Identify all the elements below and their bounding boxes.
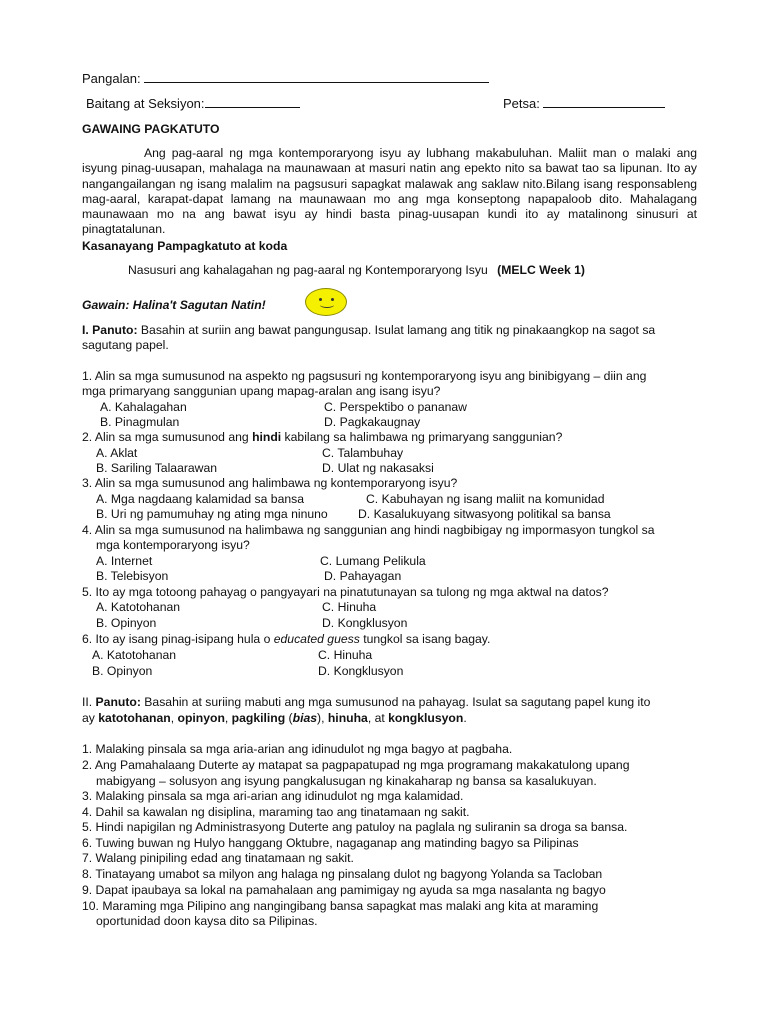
statement-5: 5. Hindi napigilan ng Administrasyong Duterte ang patuloy na paglala ng suliranin sa droga sa bansa. xyxy=(82,820,628,834)
statement-7: 7. Walang pinipiling edad ang tinatamaan ng sakit. xyxy=(82,851,354,865)
question-4-choice-d[interactable]: D. Pahayagan xyxy=(324,569,402,583)
question-5-choice-d[interactable]: D. Kongklusyon xyxy=(322,616,408,630)
activity-title: Gawain: Halina't Sagutan Natin! xyxy=(82,298,266,312)
question-3: 3. Alin sa mga sumusunod ang halimbawa ng kontemporaryong isyu? xyxy=(82,476,458,490)
question-3-choice-a[interactable]: A. Mga nagdaang kalamidad sa bansa xyxy=(96,492,305,506)
statement-2-line1: 2. Ang Pamahalaang Duterte ay matapat sa pagpapatupad ng mga programang makakatulong upang xyxy=(82,758,630,772)
statement-9: 9. Dapat ipaubaya sa lokal na pamahalaan ang pamimigay ng ayuda sa mga nasalanta ng bagyo xyxy=(82,883,606,897)
statement-2-line2: mabigyang – solusyon ang isyung pangkalusugan ng kinakaharap ng bansa sa kasalukuyan. xyxy=(96,774,597,788)
question-5-choice-b[interactable]: B. Opinyon xyxy=(96,616,157,630)
question-6-choice-b[interactable]: B. Opinyon xyxy=(92,664,153,678)
part2-label: Panuto: xyxy=(95,695,141,709)
question-4-line1: 4. Alin sa mga sumusunod na halimbawa ng sanggunian ang hindi nagbibigay ng impormasyon tungkol sa xyxy=(82,523,655,537)
statement-10-line2: oportunidad doon kaysa dito sa Pilipinas. xyxy=(96,914,318,928)
question-5-choice-c[interactable]: C. Hinuha xyxy=(322,600,377,614)
question-4-line2: mga kontemporaryong isyu? xyxy=(96,538,250,552)
question-5: 5. Ito ay mga totoong pahayag o pangyayari na pinatutunayan sa tulong ng mga aktwal na datos? xyxy=(82,585,609,599)
grade-section-field xyxy=(86,95,300,111)
name-label: Pangalan xyxy=(82,71,137,86)
part2-instruction: II. Panuto: Basahin at suriing mabuti ang mga sumusunod na pahayag. Isulat sa sagutang papel kung ito xyxy=(82,695,651,709)
part1-instruction xyxy=(82,323,655,338)
competency-heading: Kasanayang Pampagkatuto at koda xyxy=(82,239,288,253)
part2-instruction-line2: ay katotohanan, opinyon, pagkiling (bias), hinuha, at kongklusyon. xyxy=(82,711,467,725)
question-6-choice-c[interactable]: C. Hinuha xyxy=(318,648,373,662)
question-4-choice-a[interactable]: A. Internet xyxy=(96,554,153,568)
question-5-choice-a[interactable]: A. Katotohanan xyxy=(96,600,181,614)
question-2-choice-d[interactable]: D. Ulat ng nakasaksi xyxy=(322,461,434,475)
smiley-face-icon xyxy=(305,288,347,316)
statement-10-line1: 10. Maraming mga Pilipino ang nangingibang bansa sapagkat mas malaki ang kita at maraming xyxy=(82,899,599,913)
statement-1: 1. Malaking pinsala sa mga aria-arian ang idinudulot ng mga bagyo at pagbaha. xyxy=(82,742,513,756)
statement-4: 4. Dahil sa kawalan ng disiplina, maraming tao ang tinatamaan ng sakit. xyxy=(82,805,470,819)
question-4-choice-c[interactable]: C. Lumang Pelikula xyxy=(320,554,426,568)
question-6-choice-a[interactable]: A. Katotohanan xyxy=(92,648,177,662)
grade-section-label: Baitang at Seksiyon: xyxy=(86,96,205,111)
statement-3: 3. Malaking pinsala sa mga ari-arian ang idinudulot ng mga kalamidad. xyxy=(82,789,464,803)
name-field: Pangalan: xyxy=(82,70,489,86)
question-4-choice-b[interactable]: B. Telebisyon xyxy=(96,569,169,583)
question-2-choice-b[interactable]: B. Sariling Talaarawan xyxy=(96,461,218,475)
part1-instruction-line1: Basahin at suriin ang bawat pangungusap. Isulat lamang ang titik ng pinakaangkop na sagot sa xyxy=(140,323,656,337)
question-1-choice-b[interactable]: B. Pinagmulan xyxy=(100,415,180,429)
question-1-choice-a[interactable]: A. Kahalagahan xyxy=(100,400,187,414)
part1-instruction-line2: sagutang papel. xyxy=(82,338,169,352)
competency-statement xyxy=(128,263,585,278)
question-3-choice-c[interactable]: C. Kabuhayan ng isang maliit na komunidad xyxy=(366,492,605,506)
question-2-choice-c[interactable]: C. Talambuhay xyxy=(322,446,404,460)
question-1-choice-d[interactable]: D. Pagkakaugnay xyxy=(324,415,421,429)
question-1-line1: 1. Alin sa mga sumusunod na aspekto ng pagsusuri ng kontemporaryong isyu ang binibigyang – diin ang xyxy=(82,369,647,383)
question-3-choice-d[interactable]: D. Kasalukuyang sitwasyong politikal sa bansa xyxy=(358,507,611,521)
statement-8: 8. Tinatayang umabot sa milyon ang halaga ng pinsalang dulot ng bagyong Yolanda sa Tacloban xyxy=(82,867,603,881)
date-blank[interactable] xyxy=(543,95,665,108)
competency-text: Nasusuri ang kahalagahan ng pag-aaral ng Kontemporaryong Isyu xyxy=(128,263,488,277)
competency-code: (MELC Week 1) xyxy=(497,263,585,277)
question-1-line2: mga primaryang sanggunian upang mapag-aralan ang isang isyu? xyxy=(82,384,441,398)
intro-paragraph: Ang pag-aaral ng mga kontemporaryong isyu ay lubhang makabuluhan. Maliit man o malaki ang isyung pinag-uusapan, mahalaga na maunawaan at masuri natin ang epekto nito sa bawat tao sa lipunan. Ito ay nangangailangan ng isang malalim na pagsusuri sapagkat malawak ang saklaw nito.Bilang isang responsableng mag-aaral, karapat-dapat lamang na maunawaan mo ang mga konseptong napapaloob dito. Mahalagang maunawaan mo na ang bawat isyu ay hindi basta pinag-uusapan kundi ito ay matalinong sinusuri at pinagtatalunan. xyxy=(82,146,697,237)
date-field xyxy=(503,95,665,111)
name-blank[interactable] xyxy=(144,70,489,83)
date-label: Petsa: xyxy=(503,96,540,111)
question-2: 2. Alin sa mga sumusunod ang hindi kabilang sa halimbawa ng primaryang sanggunian? xyxy=(82,430,563,444)
question-3-choice-b[interactable]: B. Uri ng pamumuhay ng ating mga ninuno xyxy=(96,507,328,521)
question-2-choice-a[interactable]: A. Aklat xyxy=(96,446,138,460)
section-title: GAWAING PAGKATUTO xyxy=(82,122,220,136)
question-6: 6. Ito ay isang pinag-isipang hula o educated guess tungkol sa isang bagay. xyxy=(82,632,491,646)
question-6-choice-d[interactable]: D. Kongklusyon xyxy=(318,664,404,678)
grade-section-blank[interactable] xyxy=(205,95,300,108)
part1-label: I. Panuto: xyxy=(82,323,138,337)
question-1-choice-c[interactable]: C. Perspektibo o pananaw xyxy=(324,400,467,414)
statement-6: 6. Tuwing buwan ng Hulyo hanggang Oktubre, nagaganap ang matinding bagyo sa Pilipinas xyxy=(82,836,579,850)
